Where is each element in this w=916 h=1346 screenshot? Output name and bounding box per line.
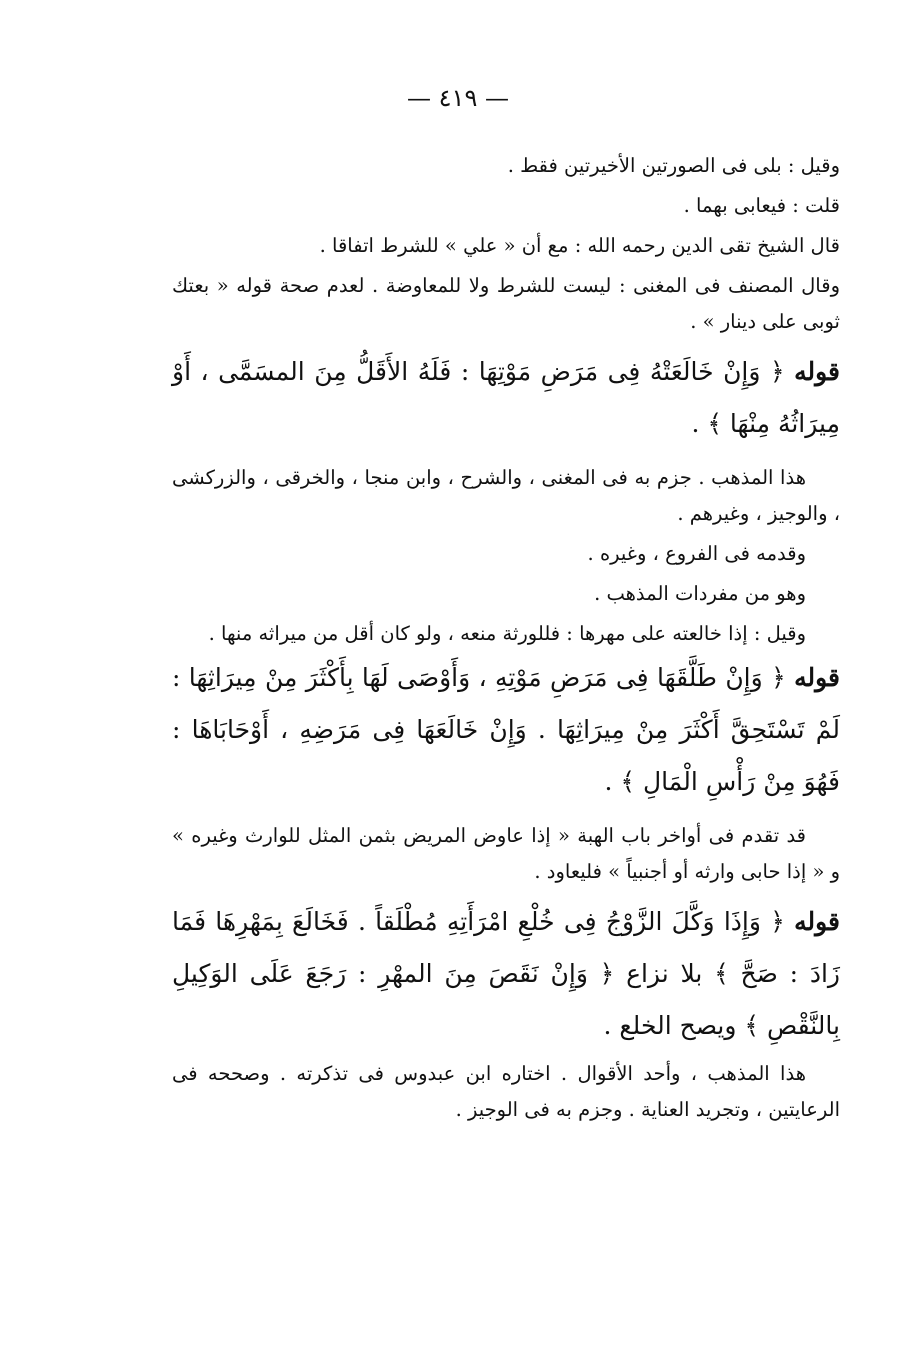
- qawluhu-label: قوله: [794, 907, 840, 936]
- matn-text: ﴿ وَإِذَا وَكَّلَ الزَّوْجُ فِى خُلْعِ امْرَأَتِهِ مُطْلَقاً . فَخَالَعَ بِمَهْرِهَا فَمَا زَادَ : صَحَّ ﴾ بلا نزاع ﴿ وَإِنْ نَقَصَ مِنَ المهْرِ : رَجَعَ عَلَى الوَكِيلِ بِالنَّقْصِ ﴾ ويصح الخلع .: [172, 907, 840, 1040]
- matn-text: ﴿ وَإِنْ طَلَّقَهَا فِى مَرَضِ مَوْتِهِ ، وَأَوْصَى لَهَا بِأَكْثَرَ مِنْ مِيرَاثِهَا : لَمْ تَسْتَحِقَّ أَكْثَرَ مِنْ مِيرَاثِهَا . وَإِنْ خَالَعَهَا فِى مَرَضِهِ ، أَوْحَابَاهَا : فَهُوَ مِنْ رَأْسِ الْمَالِ ﴾ .: [172, 663, 840, 796]
- matn-text: ﴿ وَإِنْ خَالَعَتْهُ فِى مَرَضِ مَوْتِهَا : فَلَهُ الأَقَلُّ مِنَ المسَمَّى ، أَوْ مِيرَاثُهُ مِنْهَا ﴾ .: [172, 357, 840, 438]
- page-body: [172, 148, 840, 1128]
- paragraph-6: وقدمه فى الفروع ، وغيره .: [587, 542, 806, 565]
- page-number: — ٤١٩ —: [407, 84, 509, 112]
- paragraph-10: هذا المذهب ، وأحد الأقوال . اختاره ابن عبدوس فى تذكرته . وصححه فى الرعايتين ، وتجريد العناية . وجزم به فى الوجيز .: [172, 1062, 840, 1121]
- qawluhu-label: قوله: [794, 357, 841, 386]
- paragraph-8: وقيل : إذا خالعته على مهرها : فللورثة منعه ، ولو كان أقل من ميراثه منها .: [208, 622, 806, 645]
- qawluhu-label: قوله: [794, 663, 840, 692]
- quoted-text-1: [172, 346, 840, 450]
- paragraph-5: هذا المذهب . جزم به فى المغنى ، والشرح ، وابن منجا ، والخرقى ، والزركشى ، والوجيز ، وغيرهم .: [172, 466, 840, 525]
- paragraph-1: وقيل : بلى فى الصورتين الأخيرتين فقط .: [507, 154, 840, 177]
- quoted-text-2: [172, 652, 840, 808]
- paragraph-9: قد تقدم فى أواخر باب الهبة « إذا عاوض المريض بثمن المثل للوارث وغيره » و « إذا حابى وارثه أو أجنبياً » فليعاود .: [172, 824, 840, 883]
- quoted-text-3: [172, 896, 840, 1052]
- paragraph-7: وهو من مفردات المذهب .: [594, 582, 806, 605]
- paragraph-3: قال الشيخ تقى الدين رحمه الله : مع أن « علي » للشرط اتفاقا .: [319, 234, 840, 257]
- paragraph-2: قلت : فيعابى بهما .: [683, 194, 840, 217]
- paragraph-4: وقال المصنف فى المغنى : ليست للشرط ولا للمعاوضة . لعدم صحة قوله « بعتك ثوبى على دينار » .: [172, 274, 840, 333]
